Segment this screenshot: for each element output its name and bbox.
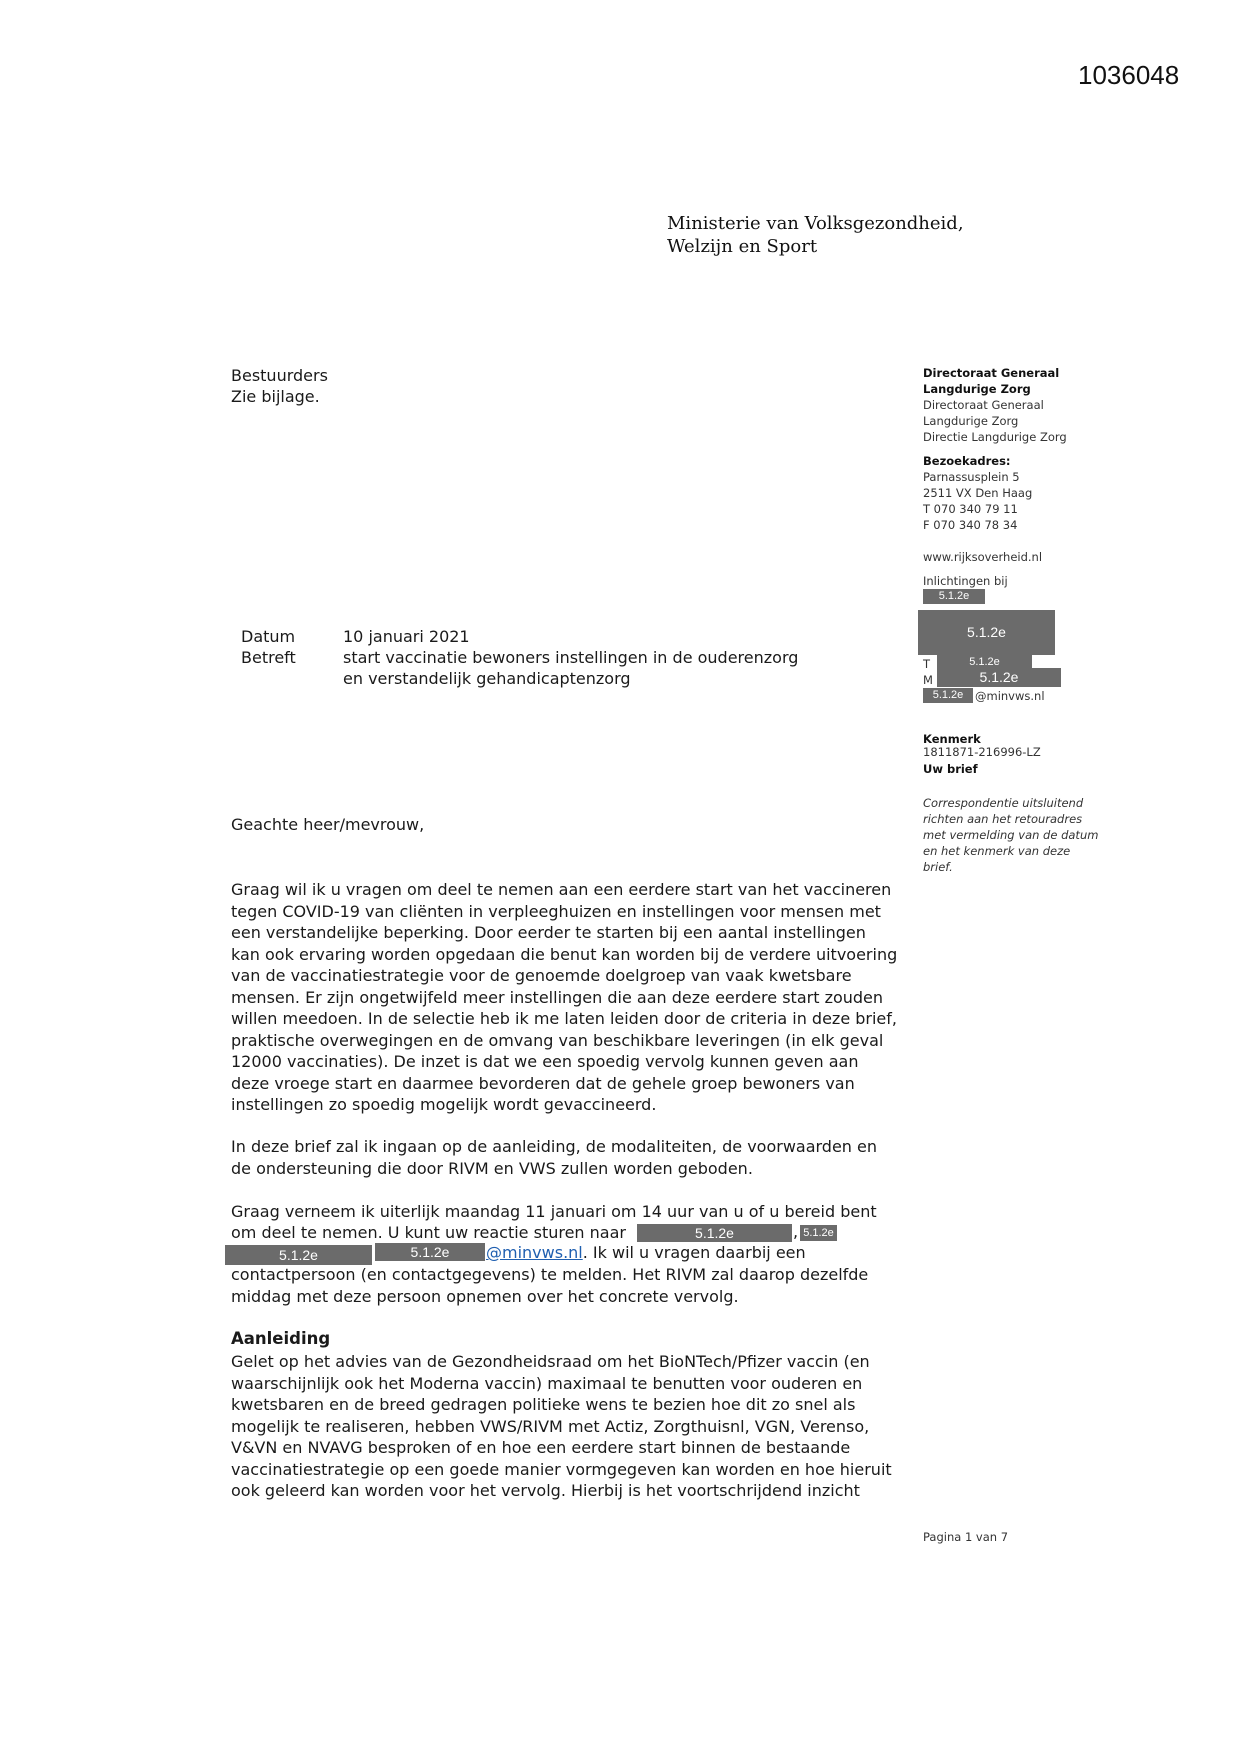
sidebar-postal: 2511 VX Den Haag <box>923 486 1033 500</box>
paragraph-line: contactpersoon (en contactgegevens) te melden. Het RIVM zal daarop dezelfde <box>231 1265 869 1284</box>
note-line: Correspondentie uitsluitend <box>923 796 1084 810</box>
sidebar-dg-bold-1: Directoraat Generaal <box>923 366 1060 380</box>
sidebar-m-label: M <box>923 673 933 687</box>
redaction-block: 5.1.2e <box>918 610 1055 655</box>
meta-values <box>343 626 798 689</box>
paragraph-line: kwetsbaren en de breed gedragen politieke wens te bezien hoe dit zo snel als <box>231 1395 856 1414</box>
ministry-logo-text <box>667 212 964 258</box>
paragraph-line: tegen COVID-19 van cliënten in verpleeghuizen en instellingen voor mensen met <box>231 901 881 921</box>
paragraph-line: instellingen zo spoedig mogelijk wordt gevaccineerd. <box>231 1095 657 1114</box>
page-footer: Pagina 1 van 7 <box>923 1530 1009 1544</box>
note-line: en het kenmerk van deze <box>923 844 1071 858</box>
paragraph-line: ook geleerd kan worden voor het vervolg. Hierbij is het voortschrijdend inzicht <box>231 1481 860 1500</box>
sidebar-email-suffix: @minvws.nl <box>975 689 1045 703</box>
paragraph-line: deze vroege start en daarmee bevorderen dat de gehele groep bewoners van <box>231 1073 855 1093</box>
paragraph-line: mogelijk te realiseren, hebben VWS/RIVM met Actiz, Zorgthuisnl, VGN, Verenso, <box>231 1416 870 1436</box>
paragraph-line: Graag verneem ik uiterlijk maandag 11 januari om 14 uur van u of u bereid bent <box>231 1202 877 1221</box>
paragraph-intro <box>231 879 931 1116</box>
paragraph-line: 12000 vaccinaties). De inzet is dat we een spoedig vervolg kunnen geven aan <box>231 1052 859 1071</box>
sidebar-phone: T 070 340 79 11 <box>923 502 1018 516</box>
sidebar-ref-label: Kenmerk <box>923 732 981 746</box>
sidebar-correspondence-note <box>923 795 1098 875</box>
email-line <box>486 1243 806 1262</box>
sidebar-your-letter-label: Uw brief <box>923 762 978 776</box>
sidebar-t-label: T <box>923 657 931 671</box>
subject-line-2: en verstandelijk gehandicaptenzorg <box>343 669 631 688</box>
paragraph-line-end: . Ik wil u vragen daarbij een <box>582 1243 806 1262</box>
redaction-block: 5.1.2e <box>937 655 1032 669</box>
paragraph-line: de ondersteuning die door RIVM en VWS zullen worden geboden. <box>231 1158 753 1178</box>
paragraph-line: kan ook ervaring worden opgedaan die benut kan worden bij de verdere uitvoering <box>231 944 898 964</box>
redaction-block: 5.1.2e <box>637 1224 792 1242</box>
sidebar-reference <box>923 733 1041 776</box>
sidebar-visit-address <box>923 453 1032 533</box>
paragraph-line: waarschijnlijk ook het Moderna vaccin) maximaal te benutten voor ouderen en <box>231 1373 863 1393</box>
paragraph-aanleiding <box>231 1351 931 1502</box>
sidebar-info-label: Inlichtingen bij <box>923 574 1008 588</box>
redaction-block: 5.1.2e <box>923 589 985 604</box>
paragraph-line: willen meedoen. In de selectie heb ik me laten leiden door de criteria in deze brief, <box>231 1009 897 1028</box>
date-value: 10 januari 2021 <box>343 627 470 646</box>
paragraph-request-cont <box>231 1264 931 1307</box>
paragraph-line: praktische overwegingen en de omvang van beschikbare leveringen (in elk geval <box>231 1030 884 1050</box>
paragraph-line: vaccinatiestrategie op een goede manier vormgegeven kan worden en hoe hieruit <box>231 1459 892 1479</box>
sidebar-dg-2: Langdurige Zorg <box>923 414 1019 428</box>
redaction-block: 5.1.2e <box>800 1225 837 1241</box>
paragraph-line: om deel te nemen. U kunt uw reactie sturen naar <box>231 1223 626 1242</box>
note-line: met vermelding van de datum <box>923 828 1099 842</box>
addressee-line-1: Bestuurders <box>231 366 328 385</box>
paragraph-line: middag met deze persoon opnemen over het concrete vervolg. <box>231 1286 739 1306</box>
sidebar-ref-value: 1811871-216996-LZ <box>923 745 1041 759</box>
sidebar-fax: F 070 340 78 34 <box>923 518 1018 532</box>
redaction-block: 5.1.2e <box>375 1243 485 1261</box>
sidebar-dg-3: Directie Langdurige Zorg <box>923 430 1067 444</box>
paragraph-line: Graag wil ik u vragen om deel te nemen aan een eerdere start van het vaccineren <box>231 880 892 899</box>
ministry-line-1: Ministerie van Volksgezondheid, <box>667 213 964 234</box>
paragraph-request <box>231 1201 931 1223</box>
paragraph-line: In deze brief zal ik ingaan op de aanleiding, de modaliteiten, de voorwaarden en <box>231 1137 878 1156</box>
addressee-line-2: Zie bijlage. <box>231 387 320 406</box>
redaction-block: 5.1.2e <box>937 668 1061 687</box>
paragraph-line: Gelet op het advies van de Gezondheidsraad om het BioNTech/Pfizer vaccin (en <box>231 1352 870 1371</box>
sidebar-dg-bold-2: Langdurige Zorg <box>923 382 1031 396</box>
comma: , <box>793 1222 799 1241</box>
paragraph-line: een verstandelijke beperking. Door eerder te starten bij een aantal instellingen <box>231 923 866 942</box>
note-line: richten aan het retouradres <box>923 812 1083 826</box>
redaction-block: 5.1.2e <box>923 688 973 703</box>
document-number: 1036048 <box>1078 60 1180 90</box>
paragraph-line: V&VN en NVAVG besproken of en hoe een eerdere start binnen de bestaande <box>231 1438 851 1457</box>
sidebar-visit-label: Bezoekadres: <box>923 454 1011 468</box>
section-heading-aanleiding: Aanleiding <box>231 1329 331 1348</box>
note-line: brief. <box>923 860 953 874</box>
paragraph-line: van de vaccinatiestrategie voor de genoemde doelgroep van vaak kwetsbare <box>231 966 852 985</box>
date-label: Datum <box>241 627 296 646</box>
addressee <box>231 365 328 407</box>
greeting: Geachte heer/mevrouw, <box>231 815 425 834</box>
subject-line-1: start vaccinatie bewoners instellingen in de ouderenzorg <box>343 648 799 667</box>
sidebar-website: www.rijksoverheid.nl <box>923 550 1043 564</box>
sidebar-street: Parnassusplein 5 <box>923 470 1020 484</box>
sidebar-directorate <box>923 365 1067 445</box>
meta-labels <box>241 626 296 668</box>
paragraph-line: mensen. Er zijn ongetwijfeld meer instellingen die aan deze eerdere start zouden <box>231 987 884 1007</box>
ministry-line-2: Welzijn en Sport <box>667 236 818 257</box>
email-link[interactable]: @minvws.nl <box>486 1243 583 1262</box>
redaction-block: 5.1.2e <box>225 1245 372 1265</box>
subject-label: Betreft <box>241 648 296 667</box>
paragraph-scope <box>231 1136 931 1179</box>
sidebar-dg-1: Directoraat Generaal <box>923 398 1044 412</box>
